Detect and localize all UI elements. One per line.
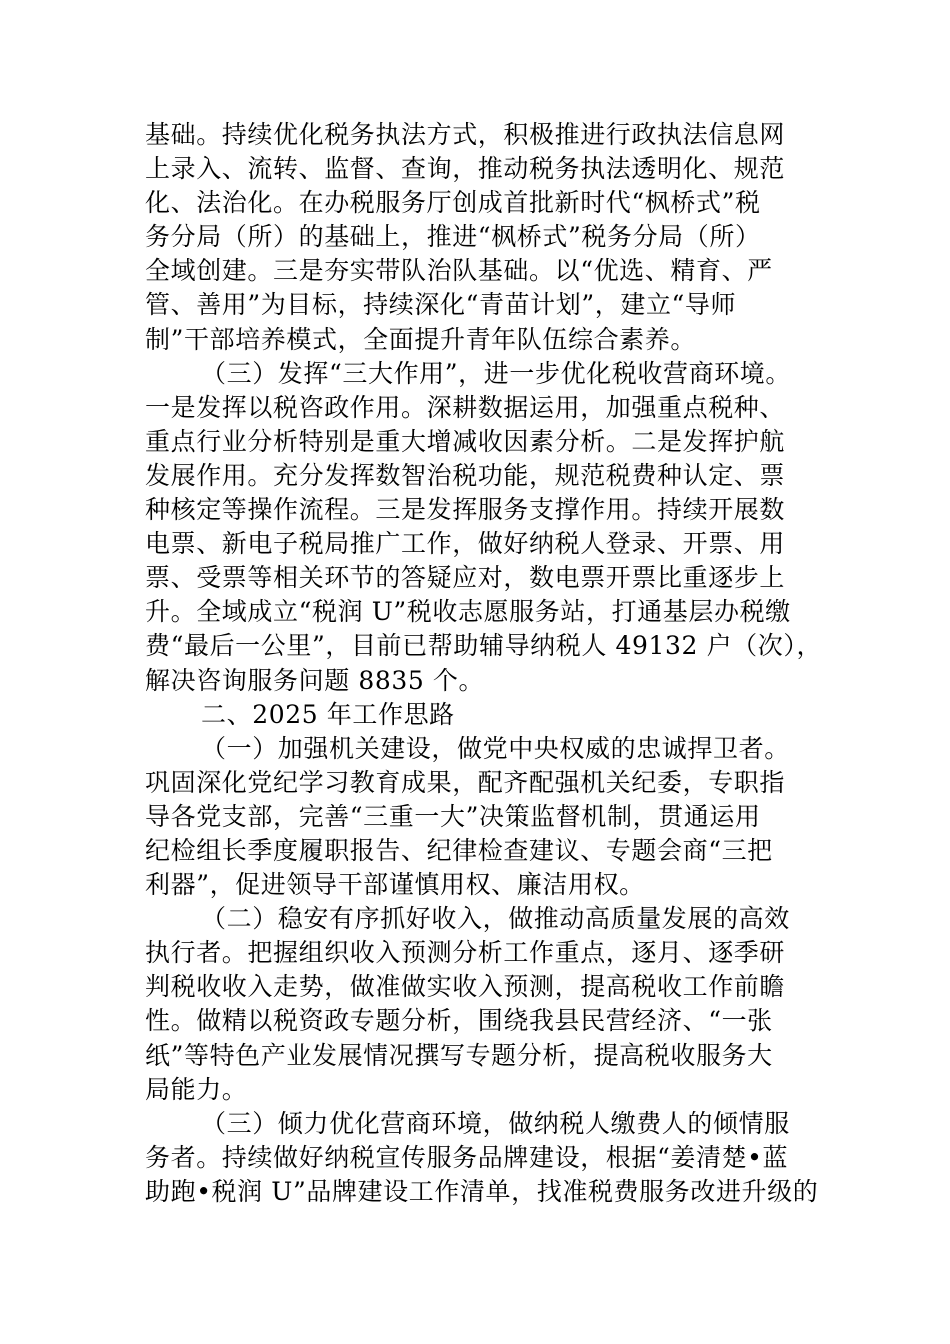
text-line: 全域创建。三是夯实带队治队基础。以“优选、精育、严 <box>145 256 773 286</box>
text-line: 重点行业分析特别是重大增减收因素分析。二是发挥护航 <box>145 426 786 456</box>
text-line: 助跑•税润 U”品牌建设工作清单，找准税费服务改进升级的 <box>145 1176 819 1206</box>
text-line: 化、法治化。在办税服务厅创成首批新时代“枫桥式”税 <box>145 188 761 218</box>
text-line: 发展作用。充分发挥数智治税功能，规范税费种认定、票 <box>145 460 786 490</box>
text-line: 务分局（所）的基础上，推进“枫桥式”税务分局（所） <box>145 222 761 252</box>
text-line: 种核定等操作流程。三是发挥服务支撑作用。持续开展数 <box>145 495 786 525</box>
section-heading-1: （一）加强机关建设，做党中央权威的忠诚捍卫者。 <box>201 733 790 763</box>
text-line: 判税收收入走势，做准做实收入预测，提高税收工作前瞻 <box>145 972 786 1002</box>
text-line: 票、受票等相关环节的答疑应对，数电票开票比重逐步上 <box>145 563 786 593</box>
text-line: 利器”，促进领导干部谨慎用权、廉洁用权。 <box>145 870 645 900</box>
text-line: 制”干部培养模式，全面提升青年队伍综合素养。 <box>145 324 696 354</box>
text-line: 上录入、流转、监督、查询，推动税务执法透明化、规范 <box>145 154 786 184</box>
text-line: 执行者。把握组织收入预测分析工作重点，逐月、逐季研 <box>145 938 786 968</box>
text-line: 费“最后一公里”，目前已帮助辅导纳税人 49132 户（次）， <box>145 631 823 661</box>
text-line: 巩固深化党纪学习教育成果，配齐配强机关纪委，专职指 <box>145 767 786 797</box>
text-line: 纪检组长季度履职报告、纪律检查建议、专题会商“三把 <box>145 835 773 865</box>
text-line: 管、善用”为目标，持续深化“青苗计划”，建立“导师 <box>145 290 737 320</box>
chapter-heading-2: 二、2025 年工作思路 <box>201 699 455 729</box>
section-heading-3b: （三）倾力优化营商环境，做纳税人缴费人的倾情服 <box>201 1108 790 1138</box>
text-line: 一是发挥以税咨政作用。深耕数据运用，加强重点税种、 <box>145 392 786 422</box>
document-body <box>145 118 823 1209</box>
text-line: 纸”等特色产业发展情况撰写专题分析，提高税收服务大 <box>145 1040 773 1070</box>
section-heading-3: （三）发挥“三大作用”，进一步优化税收营商环境。 <box>201 358 791 388</box>
text-line: 导各党支部，完善“三重一大”决策监督机制，贯通运用 <box>145 801 761 831</box>
text-line: 基础。持续优化税务执法方式，积极推进行政执法信息网 <box>145 120 786 149</box>
section-heading-2: （二）稳安有序抓好收入，做推动高质量发展的高效 <box>201 904 790 934</box>
text-line: 电票、新电子税局推广工作，做好纳税人登录、开票、用 <box>145 529 786 559</box>
text-line: 局能力。 <box>145 1074 248 1104</box>
text-line: 务者。持续做好纳税宣传服务品牌建设，根据“姜清楚•蓝 <box>145 1142 789 1172</box>
text-line: 解决咨询服务问题 8835 个。 <box>145 665 485 695</box>
text-line: 性。做精以税资政专题分析，围绕我县民营经济、“一张 <box>145 1006 773 1036</box>
text-line: 升。全域成立“税润 U”税收志愿服务站，打通基层办税缴 <box>145 597 791 627</box>
